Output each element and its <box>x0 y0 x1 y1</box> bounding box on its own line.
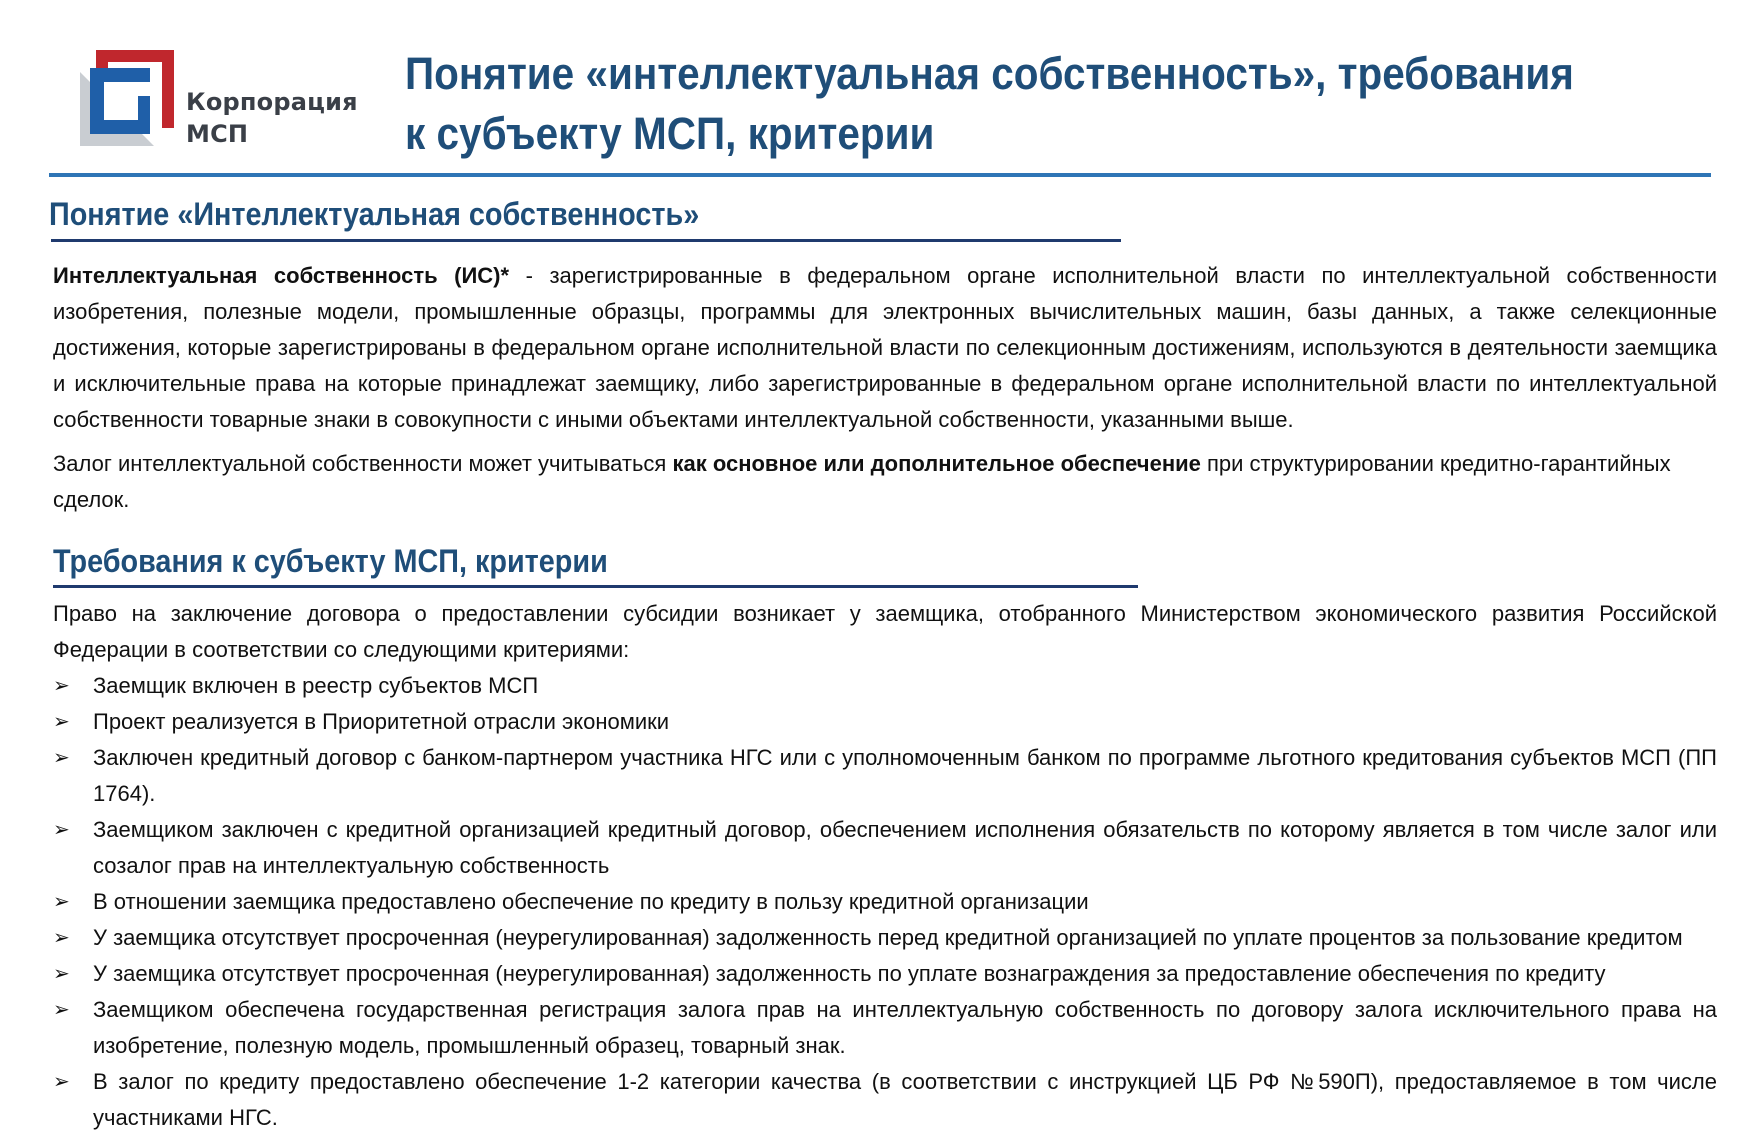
list-item <box>53 668 1717 704</box>
ip-collateral-text-bold: как основное или дополнительное обеспечение <box>672 451 1201 476</box>
list-item <box>53 812 1717 884</box>
page-title: Понятие «интеллектуальная собственность», требования к субъекту МСП, критерии <box>405 48 1574 159</box>
list-item <box>53 704 1717 740</box>
arrow-bullet-icon: ➢ <box>53 963 70 985</box>
arrow-bullet-icon: ➢ <box>53 819 70 841</box>
list-item <box>53 1064 1717 1136</box>
ip-definition-term: Интеллектуальная собственность (ИС)* <box>53 263 510 288</box>
title-divider <box>49 173 1711 177</box>
list-item <box>53 920 1717 956</box>
logo-line-1: Корпорация <box>186 88 358 116</box>
list-item <box>53 992 1717 1064</box>
section-heading-sme-requirements: Требования к субъекту МСП, критерии <box>53 543 608 579</box>
logo-line-2: МСП <box>186 120 249 148</box>
ip-collateral-text-after: при структурировании кредитно-гарантийных сделок. <box>53 451 1671 512</box>
ip-definition-text: - зарегистрированные в федеральном органе исполнительной власти по интеллектуальной собственности изобретения, полезные модели, промышленные образцы, программы для электронных вычислительных машин, базы данных, а также селекционные достижения, которые зарегистрированы в федеральном органе исполнительной власти по селекционным достижениям, используются в деятельности заемщика и исключительные права на которые принадлежат заемщику, либо зарегистрированные в федеральном органе исполнительной власти по интеллектуальной собственности товарные знаки в совокупности с иными объектами интеллектуальной собственности, указанными выше. <box>53 263 1717 432</box>
criterion-text: Заемщиком заключен с кредитной организацией кредитный договор, обеспечением исполнения обязательств по которому является в том числе залог или созалог прав на интеллектуальную собственность <box>93 817 1717 878</box>
criterion-text: Заемщик включен в реестр субъектов МСП <box>93 673 539 698</box>
criterion-text: В отношении заемщика предоставлено обеспечение по кредиту в пользу кредитной организации <box>93 889 1089 914</box>
list-item <box>53 956 1717 992</box>
ip-definition-paragraph <box>53 258 1717 438</box>
ip-collateral-paragraph <box>53 446 1717 518</box>
criterion-text: У заемщика отсутствует просроченная (неурегулированная) задолженность по уплате вознаграждения за предоставление обеспечения по кредиту <box>93 961 1606 986</box>
arrow-bullet-icon: ➢ <box>53 1071 70 1093</box>
criterion-text: Заемщиком обеспечена государственная регистрация залога прав на интеллектуальную собственность по договору залога исключительного права на изобретение, полезную модель, промышленный образец, товарный знак. <box>93 997 1717 1058</box>
arrow-bullet-icon: ➢ <box>53 927 70 949</box>
section-divider-ip-concept <box>51 239 1121 242</box>
logo-mark-icon <box>80 50 180 150</box>
criterion-text: Заключен кредитный договор с банком-партнером участника НГС или с уполномоченным банком по программе льготного кредитования субъектов МСП (ПП 1764). <box>93 745 1717 806</box>
criteria-list <box>53 668 1717 1136</box>
requirements-intro-paragraph: Право на заключение договора о предоставлении субсидии возникает у заемщика, отобранного Министерством экономического развития Российской Федерации в соответствии со следующими критериями: <box>53 601 1717 662</box>
list-item <box>53 740 1717 812</box>
arrow-bullet-icon: ➢ <box>53 999 70 1021</box>
section-divider-sme-requirements <box>53 585 1138 588</box>
arrow-bullet-icon: ➢ <box>53 675 70 697</box>
criterion-text: В залог по кредиту предоставлено обеспечение 1-2 категории качества (в соответствии с инструкцией ЦБ РФ №590П), предоставляемое в том числе участниками НГС. <box>93 1069 1717 1130</box>
criterion-text: Проект реализуется в Приоритетной отрасли экономики <box>93 709 670 734</box>
list-item <box>53 884 1717 920</box>
criterion-text: У заемщика отсутствует просроченная (неурегулированная) задолженность перед кредитной организацией по уплате процентов за пользование кредитом <box>93 925 1683 950</box>
section-heading-ip-concept: Понятие «Интеллектуальная собственность» <box>49 196 700 232</box>
arrow-bullet-icon: ➢ <box>53 891 70 913</box>
arrow-bullet-icon: ➢ <box>53 747 70 769</box>
arrow-bullet-icon: ➢ <box>53 711 70 733</box>
logo-wordmark <box>186 86 358 150</box>
corporation-logo <box>80 50 390 150</box>
ip-collateral-text-before: Залог интеллектуальной собственности может учитываться <box>53 451 673 476</box>
